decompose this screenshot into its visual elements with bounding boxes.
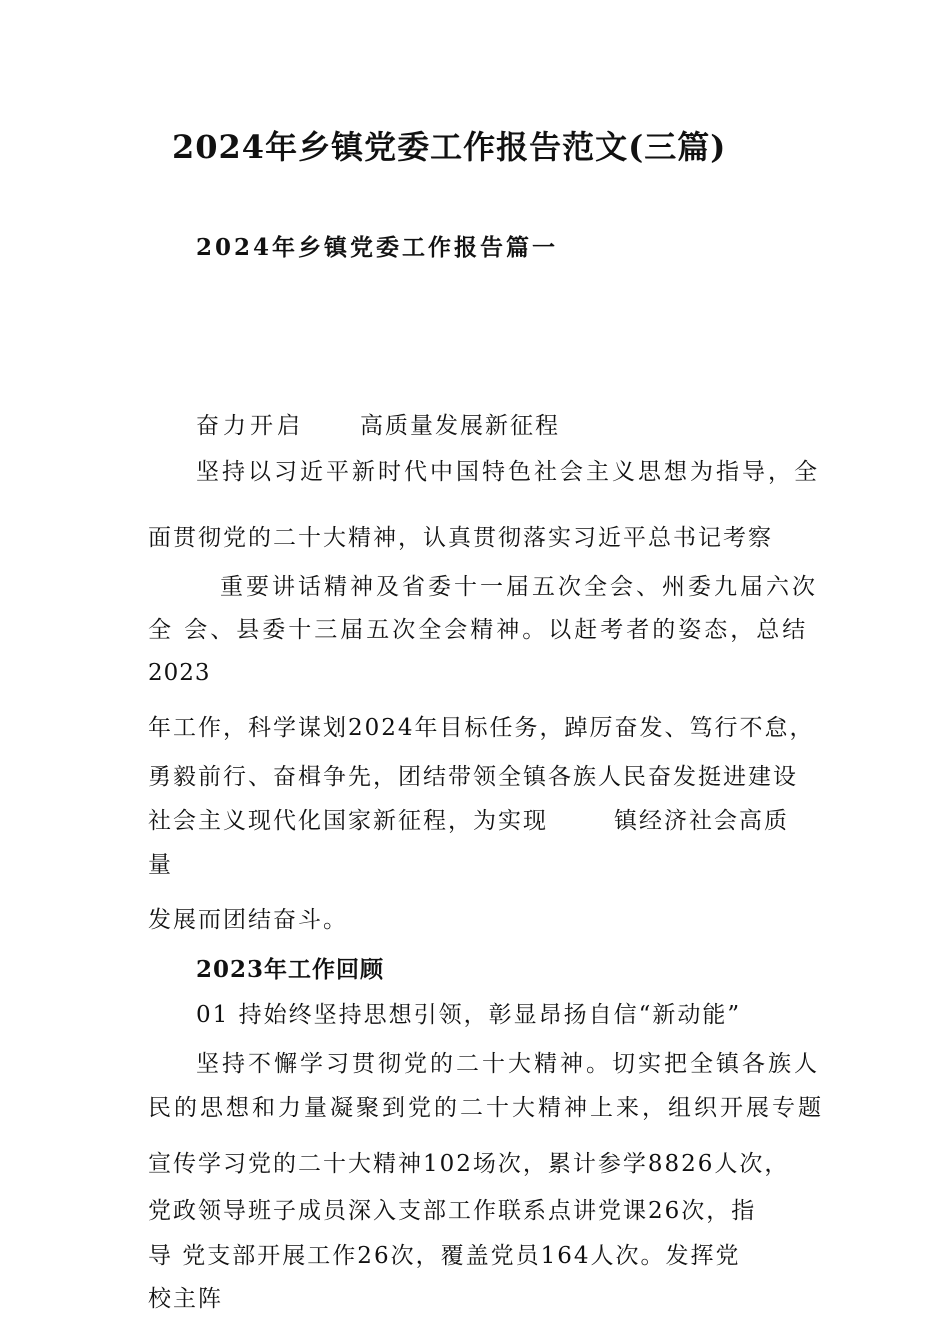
review-heading: 2023年工作回顾 (196, 956, 385, 983)
paragraph-line: 重要讲话精神及省委十一届五次全会、州委九届六次 (220, 574, 818, 600)
paragraph-line: 年工作，科学谋划2024年目标任务，踔厉奋发、笃行不怠， (148, 715, 815, 741)
paragraph-line: 全 会、县委十三届五次全会精神。以赶考者的姿态，总结 (148, 617, 809, 643)
body-line: 校主阵 (148, 1286, 223, 1312)
body-line: 导 党支部开展工作26次，覆盖党员164人次。发挥党 (148, 1243, 741, 1269)
body-line: 宣传学习党的二十大精神102场次，累计参学8826人次， (148, 1151, 790, 1177)
body-line: 坚持不懈学习贯彻党的二十大精神。切实把全镇各族人 (196, 1051, 820, 1077)
item-heading: 01 持始终坚持思想引领，彰显昂扬自信“新动能” (196, 1002, 742, 1028)
paragraph-line: 面贯彻党的二十大精神，认真贯彻落实习近平总书记考察 (148, 525, 773, 551)
document-title: 2024年乡镇党委工作报告范文(三篇) (172, 128, 727, 166)
heading-left: 奋力开启 (196, 413, 304, 439)
section-title: 2024年乡镇党委工作报告篇一 (196, 234, 559, 261)
heading-right: 高质量发展新征程 (360, 413, 560, 439)
paragraph-line: 发展而团结奋斗。 (148, 907, 348, 933)
paragraph-line: 2023 (148, 660, 211, 686)
paragraph-line: 勇毅前行、奋楫争先，团结带领全镇各族人民奋发挺进建设 (148, 764, 798, 790)
paragraph-line: 社会主义现代化国家新征程，为实现 (148, 808, 548, 834)
paragraph-line: 量 (148, 852, 173, 878)
paragraph-line: 坚持以习近平新时代中国特色社会主义思想为指导，全 (196, 459, 820, 485)
body-line: 民的思想和力量凝聚到党的二十大精神上来，组织开展专题 (148, 1095, 824, 1121)
paragraph-line: 镇经济社会高质 (614, 808, 789, 834)
body-line: 党政领导班子成员深入支部工作联系点讲党课26次，指 (148, 1198, 757, 1224)
